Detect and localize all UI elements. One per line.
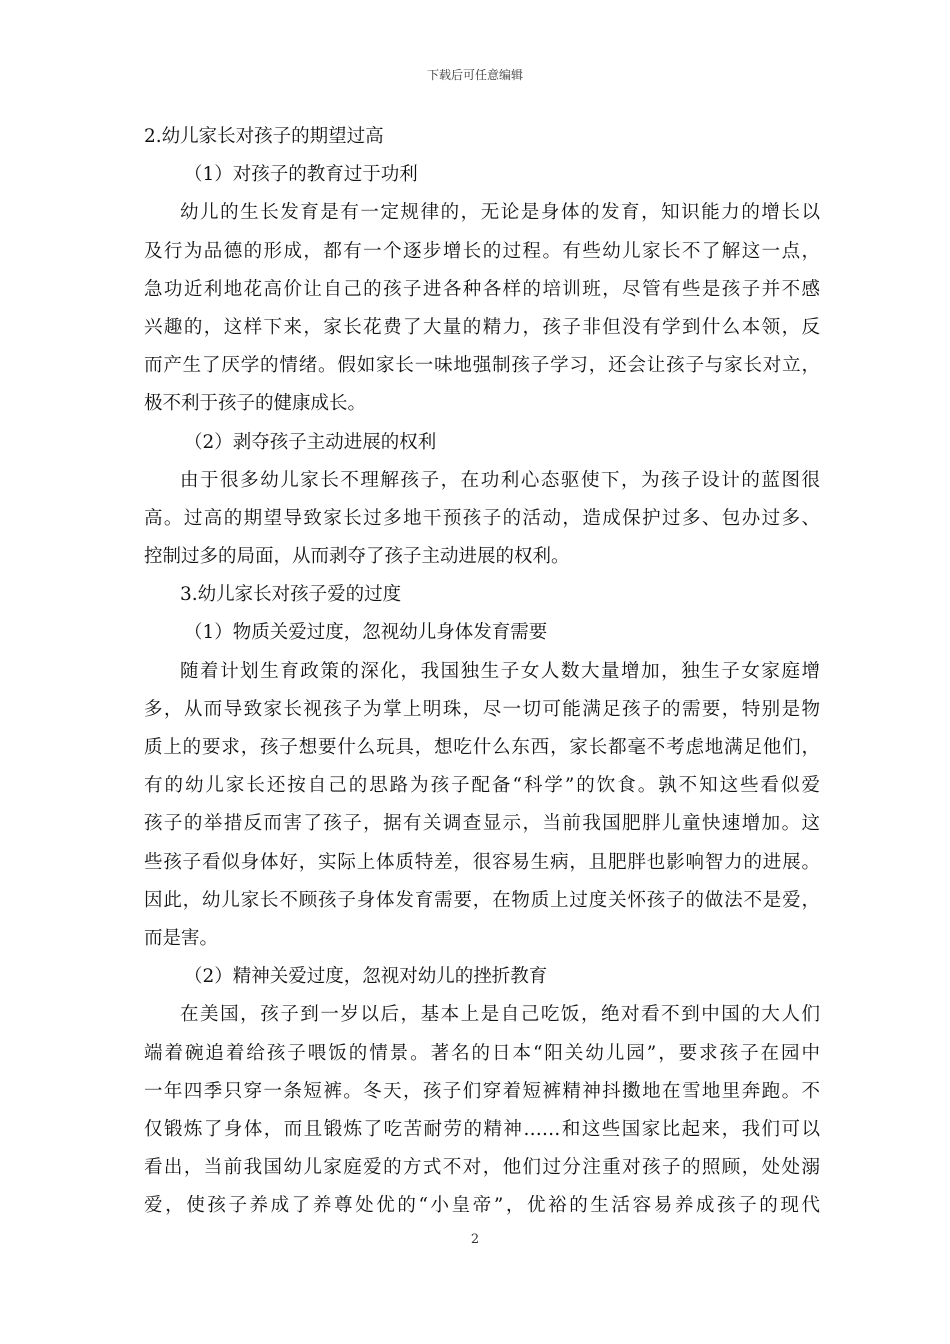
paragraph-line: 兴趣的，这样下来，家长花费了大量的精力，孩子非但没有学到什么本领，反 [144, 316, 820, 338]
subsection-heading: （2）精神关爱过度，忽视对幼儿的挫折教育 [184, 966, 548, 988]
paragraph-line: 及行为品德的形成，都有一个逐步增长的过程。有些幼儿家长不了解这一点， [144, 240, 820, 262]
paragraph-line: 在美国，孩子到一岁以后，基本上是自己吃饭，绝对看不到中国的大人们 [180, 1004, 820, 1026]
paragraph-line: 看出，当前我国幼儿家庭爱的方式不对，他们过分注重对孩子的照顾，处处溺 [144, 1157, 820, 1179]
paragraph-line: 一年四季只穿一条短裤。冬天，孩子们穿着短裤精神抖擞地在雪地里奔跑。不 [144, 1080, 820, 1102]
section-heading: 2.幼儿家长对孩子的期望过高 [144, 126, 384, 147]
paragraph-line: 由于很多幼儿家长不理解孩子，在功利心态驱使下，为孩子设计的蓝图很 [180, 469, 820, 491]
paragraph-line: 端着碗追着给孩子喂饭的情景。著名的日本“阳关幼儿园”，要求孩子在园中 [144, 1042, 820, 1064]
paragraph-line: 有的幼儿家长还按自己的思路为孩子配备“科学”的饮食。孰不知这些看似爱 [144, 775, 820, 797]
page-number: 2 [470, 1232, 480, 1247]
paragraph-line: 因此，幼儿家长不顾孩子身体发育需要，在物质上过度关怀孩子的做法不是爱， [144, 889, 820, 911]
section-heading: 3.幼儿家长对孩子爱的过度 [180, 584, 402, 606]
subsection-heading: （2）剥夺孩子主动进展的权利 [184, 431, 437, 453]
paragraph-line: 些孩子看似身体好，实际上体质特差，很容易生病，且肥胖也影响智力的进展。 [144, 851, 820, 873]
paragraph-line: 幼儿的生长发育是有一定规律的，无论是身体的发育，知识能力的增长以 [180, 202, 820, 224]
paragraph-line: 控制过多的局面，从而剥夺了孩子主动进展的权利。 [144, 546, 570, 568]
paragraph-line: 孩子的举措反而害了孩子，据有关调查显示，当前我国肥胖儿童快速增加。这 [144, 813, 820, 835]
paragraph-line: 爱，使孩子养成了养尊处优的“小皇帝”，优裕的生活容易养成孩子的现代 [144, 1195, 820, 1217]
paragraph-line: 而是害。 [144, 927, 219, 949]
paragraph-line: 随着计划生育政策的深化，我国独生子女人数大量增加，独生子女家庭增 [180, 660, 820, 682]
subsection-heading: （1）对孩子的教育过于功利 [184, 164, 418, 186]
paragraph-line: 急功近利地花高价让自己的孩子进各种各样的培训班，尽管有些是孩子并不感 [144, 278, 820, 300]
paragraph-line: 高。过高的期望导致家长过多地干预孩子的活动，造成保护过多、包办过多、 [144, 507, 820, 529]
paragraph-line: 多，从而导致家长视孩子为掌上明珠，尽一切可能满足孩子的需要，特别是物 [144, 698, 820, 720]
paragraph-line: 而产生了厌学的情绪。假如家长一味地强制孩子学习，还会让孩子与家长对立， [144, 355, 820, 377]
paragraph-line: 质上的要求，孩子想要什么玩具，想吃什么东西，家长都毫不考虑地满足他们， [144, 737, 820, 758]
subsection-heading: （1）物质关爱过度，忽视幼儿身体发育需要 [184, 622, 548, 644]
paragraph-line: 仅锻炼了身体，而且锻炼了吃苦耐劳的精神……和这些国家比起来，我们可以 [144, 1118, 820, 1140]
paragraph-line: 极不利于孩子的健康成长。 [144, 393, 367, 415]
document-body [144, 118, 820, 1225]
page-header: 下载后可任意编辑 [426, 68, 523, 82]
